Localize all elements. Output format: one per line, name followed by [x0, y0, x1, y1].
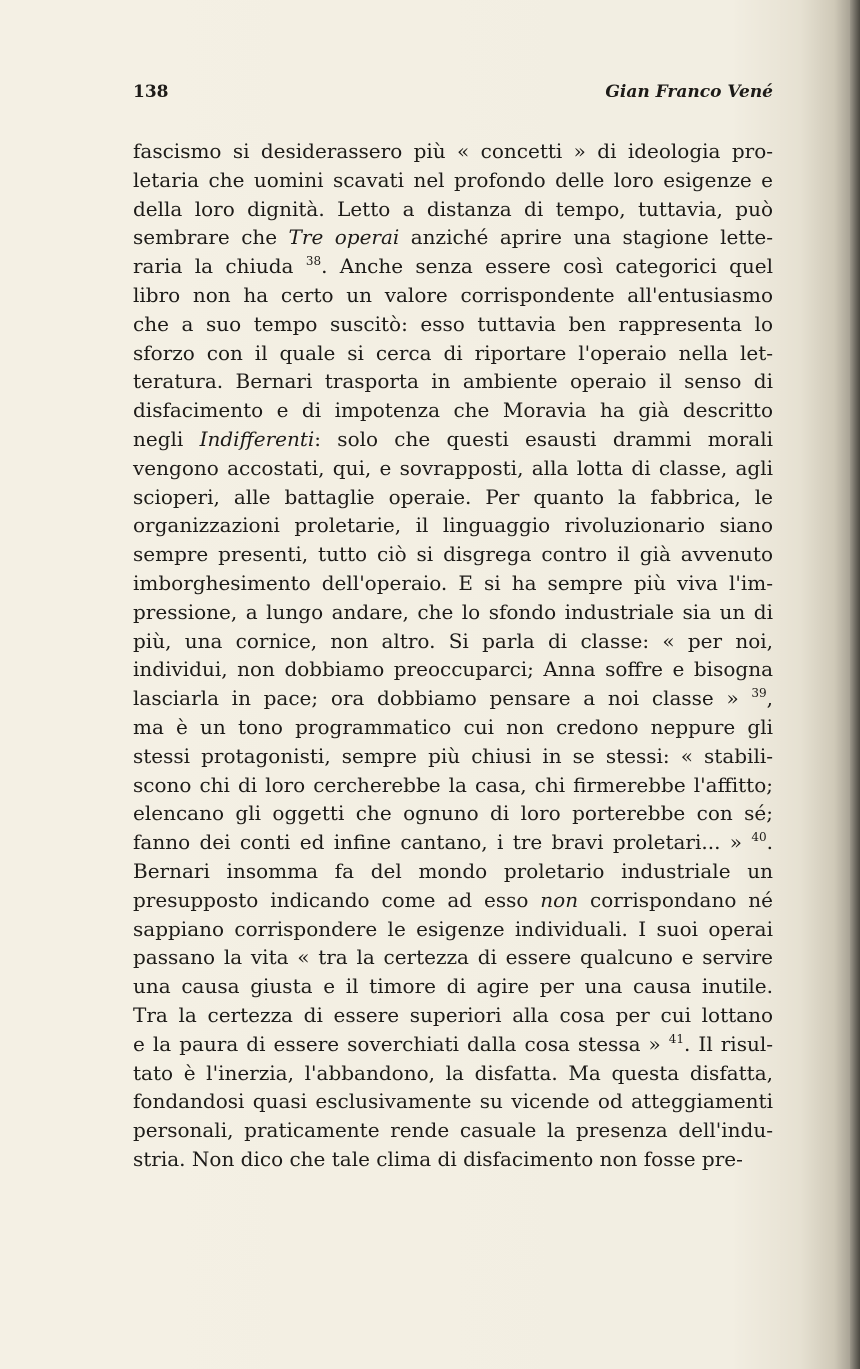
text-segment: che a suo tempo suscitò: esso tuttavia ben rappresenta lo [133, 311, 773, 336]
text-segment: . Il risul- [684, 1031, 773, 1056]
text-line [133, 598, 773, 627]
footnote-marker: 38 [305, 254, 322, 269]
text-line [133, 281, 773, 310]
text-segment: della loro dignità. Letto a distanza di tempo, tuttavia, può [133, 196, 773, 221]
text-line [133, 771, 773, 800]
text-line [133, 166, 773, 195]
text-segment: letaria che uomini scavati nel profondo delle loro esigenze e [133, 167, 773, 192]
italic-title: Indifferenti [199, 426, 315, 451]
text-line [133, 195, 773, 224]
text-segment: . [766, 830, 773, 855]
text-segment: . Anche senza essere così categorici quel [321, 254, 774, 279]
text-segment: fascismo si desiderassero più « concetti » di ideologia pro- [133, 139, 773, 163]
text-line [133, 972, 773, 1001]
text-segment: : solo che questi esausti drammi morali [314, 426, 774, 451]
text-line [133, 799, 773, 828]
text-segment: teratura. Bernari trasporta in ambiente operaio il senso di [133, 369, 773, 394]
text-line [133, 1059, 773, 1088]
text-segment: e la paura di essere soverchiati dalla cosa stessa » [133, 1031, 669, 1056]
text-line [133, 454, 773, 483]
page-header [133, 82, 773, 110]
text-line [133, 1030, 773, 1059]
text-segment: corrispondano né [578, 887, 774, 912]
text-line [133, 425, 773, 454]
text-segment: vengono accostati, qui, e sovrapposti, alla lotta di classe, agli [133, 455, 773, 480]
text-line [133, 540, 773, 569]
text-segment: lasciarla in pace; ora dobbiamo pensare a noi classe » [133, 686, 752, 711]
text-line [133, 396, 773, 425]
text-segment: pressione, a lungo andare, che lo sfondo industriale sia un di [133, 599, 773, 624]
text-segment: sembrare che [133, 225, 289, 250]
text-segment: negli [133, 426, 200, 451]
text-line [133, 742, 773, 771]
text-line [133, 713, 773, 742]
text-line [133, 1116, 773, 1145]
italic-title: Tre operai [288, 225, 400, 250]
running-head: Gian Franco Vené [605, 82, 773, 102]
text-segment: sappiano corrispondere le esigenze individuali. I suoi operai [133, 916, 773, 941]
text-segment: scono chi di loro cercherebbe la casa, chi firmerebbe l'affitto; [133, 772, 773, 797]
text-segment: anziché aprire una stagione lette- [399, 225, 773, 250]
text-line [133, 483, 773, 512]
text-segment: sforzo con il quale si cerca di riportare l'operaio nella let- [133, 340, 773, 365]
text-line [133, 915, 773, 944]
text-segment: stria. Non dico che tale clima di disfacimento non fosse pre- [133, 1146, 743, 1171]
text-segment: personali, praticamente rende casuale la presenza dell'indu- [133, 1118, 773, 1143]
text-segment: raria la chiuda [133, 254, 306, 279]
text-line [133, 511, 773, 540]
text-segment: imborghesimento dell'operaio. E si ha sempre più viva l'im- [133, 570, 773, 595]
text-segment: fondandosi quasi esclusivamente su vicende od atteggiamenti [133, 1089, 773, 1114]
text-line [133, 943, 773, 972]
text-segment: presupposto indicando come ad esso [133, 887, 541, 912]
text-line [133, 252, 773, 281]
text-line [133, 828, 773, 857]
text-line [133, 137, 773, 166]
text-segment: libro non ha certo un valore corrispondente all'entusiasmo [133, 282, 773, 307]
text-segment: organizzazioni proletarie, il linguaggio rivoluzionario siano [133, 513, 773, 538]
footnote-marker: 40 [751, 830, 767, 845]
text-line [133, 569, 773, 598]
text-segment: fanno dei conti ed infine cantano, i tre bravi proletari... » [133, 830, 752, 855]
text-segment: stessi protagonisti, sempre più chiusi in se stessi: « stabili- [133, 743, 773, 768]
text-segment: disfacimento e di impotenza che Moravia ha già descritto [133, 398, 773, 423]
text-line [133, 223, 773, 252]
text-line [133, 1087, 773, 1116]
text-line [133, 339, 773, 368]
text-segment: , [766, 686, 773, 711]
text-line [133, 1145, 773, 1174]
page-edge-shadow [850, 0, 860, 1369]
text-line [133, 310, 773, 339]
text-segment: più, una cornice, non altro. Si parla di classe: « per noi, [133, 628, 773, 653]
text-segment: ma è un tono programmatico cui non credono neppure gli [133, 714, 773, 739]
text-segment: elencano gli oggetti che ognuno di loro porterebbe con sé; [133, 801, 773, 826]
italic-title: non [540, 887, 579, 912]
text-segment: Tra la certezza di essere superiori alla cosa per cui lottano [133, 1002, 773, 1027]
text-line [133, 367, 773, 396]
text-segment: sempre presenti, tutto ciò si disgrega contro il già avvenuto [133, 542, 773, 567]
text-line [133, 684, 773, 713]
page-number: 138 [133, 82, 169, 102]
text-segment: scioperi, alle battaglie operaie. Per quanto la fabbrica, le [133, 484, 773, 509]
text-line [133, 886, 773, 915]
footnote-marker: 39 [751, 686, 767, 701]
body-text [133, 137, 773, 1174]
text-segment: individui, non dobbiamo preoccuparci; Anna soffre e bisogna [133, 657, 773, 682]
text-segment: passano la vita « tra la certezza di essere qualcuno e servire [133, 945, 773, 970]
text-segment: tato è l'inerzia, l'abbandono, la disfatta. Ma questa disfatta, [133, 1060, 773, 1085]
text-segment: Bernari insomma fa del mondo proletario industriale un [133, 858, 773, 883]
text-segment: una causa giusta e il timore di agire per una causa inutile. [133, 974, 773, 999]
footnote-marker: 41 [668, 1031, 685, 1046]
text-line [133, 655, 773, 684]
text-line [133, 857, 773, 886]
text-line [133, 627, 773, 656]
text-line [133, 1001, 773, 1030]
